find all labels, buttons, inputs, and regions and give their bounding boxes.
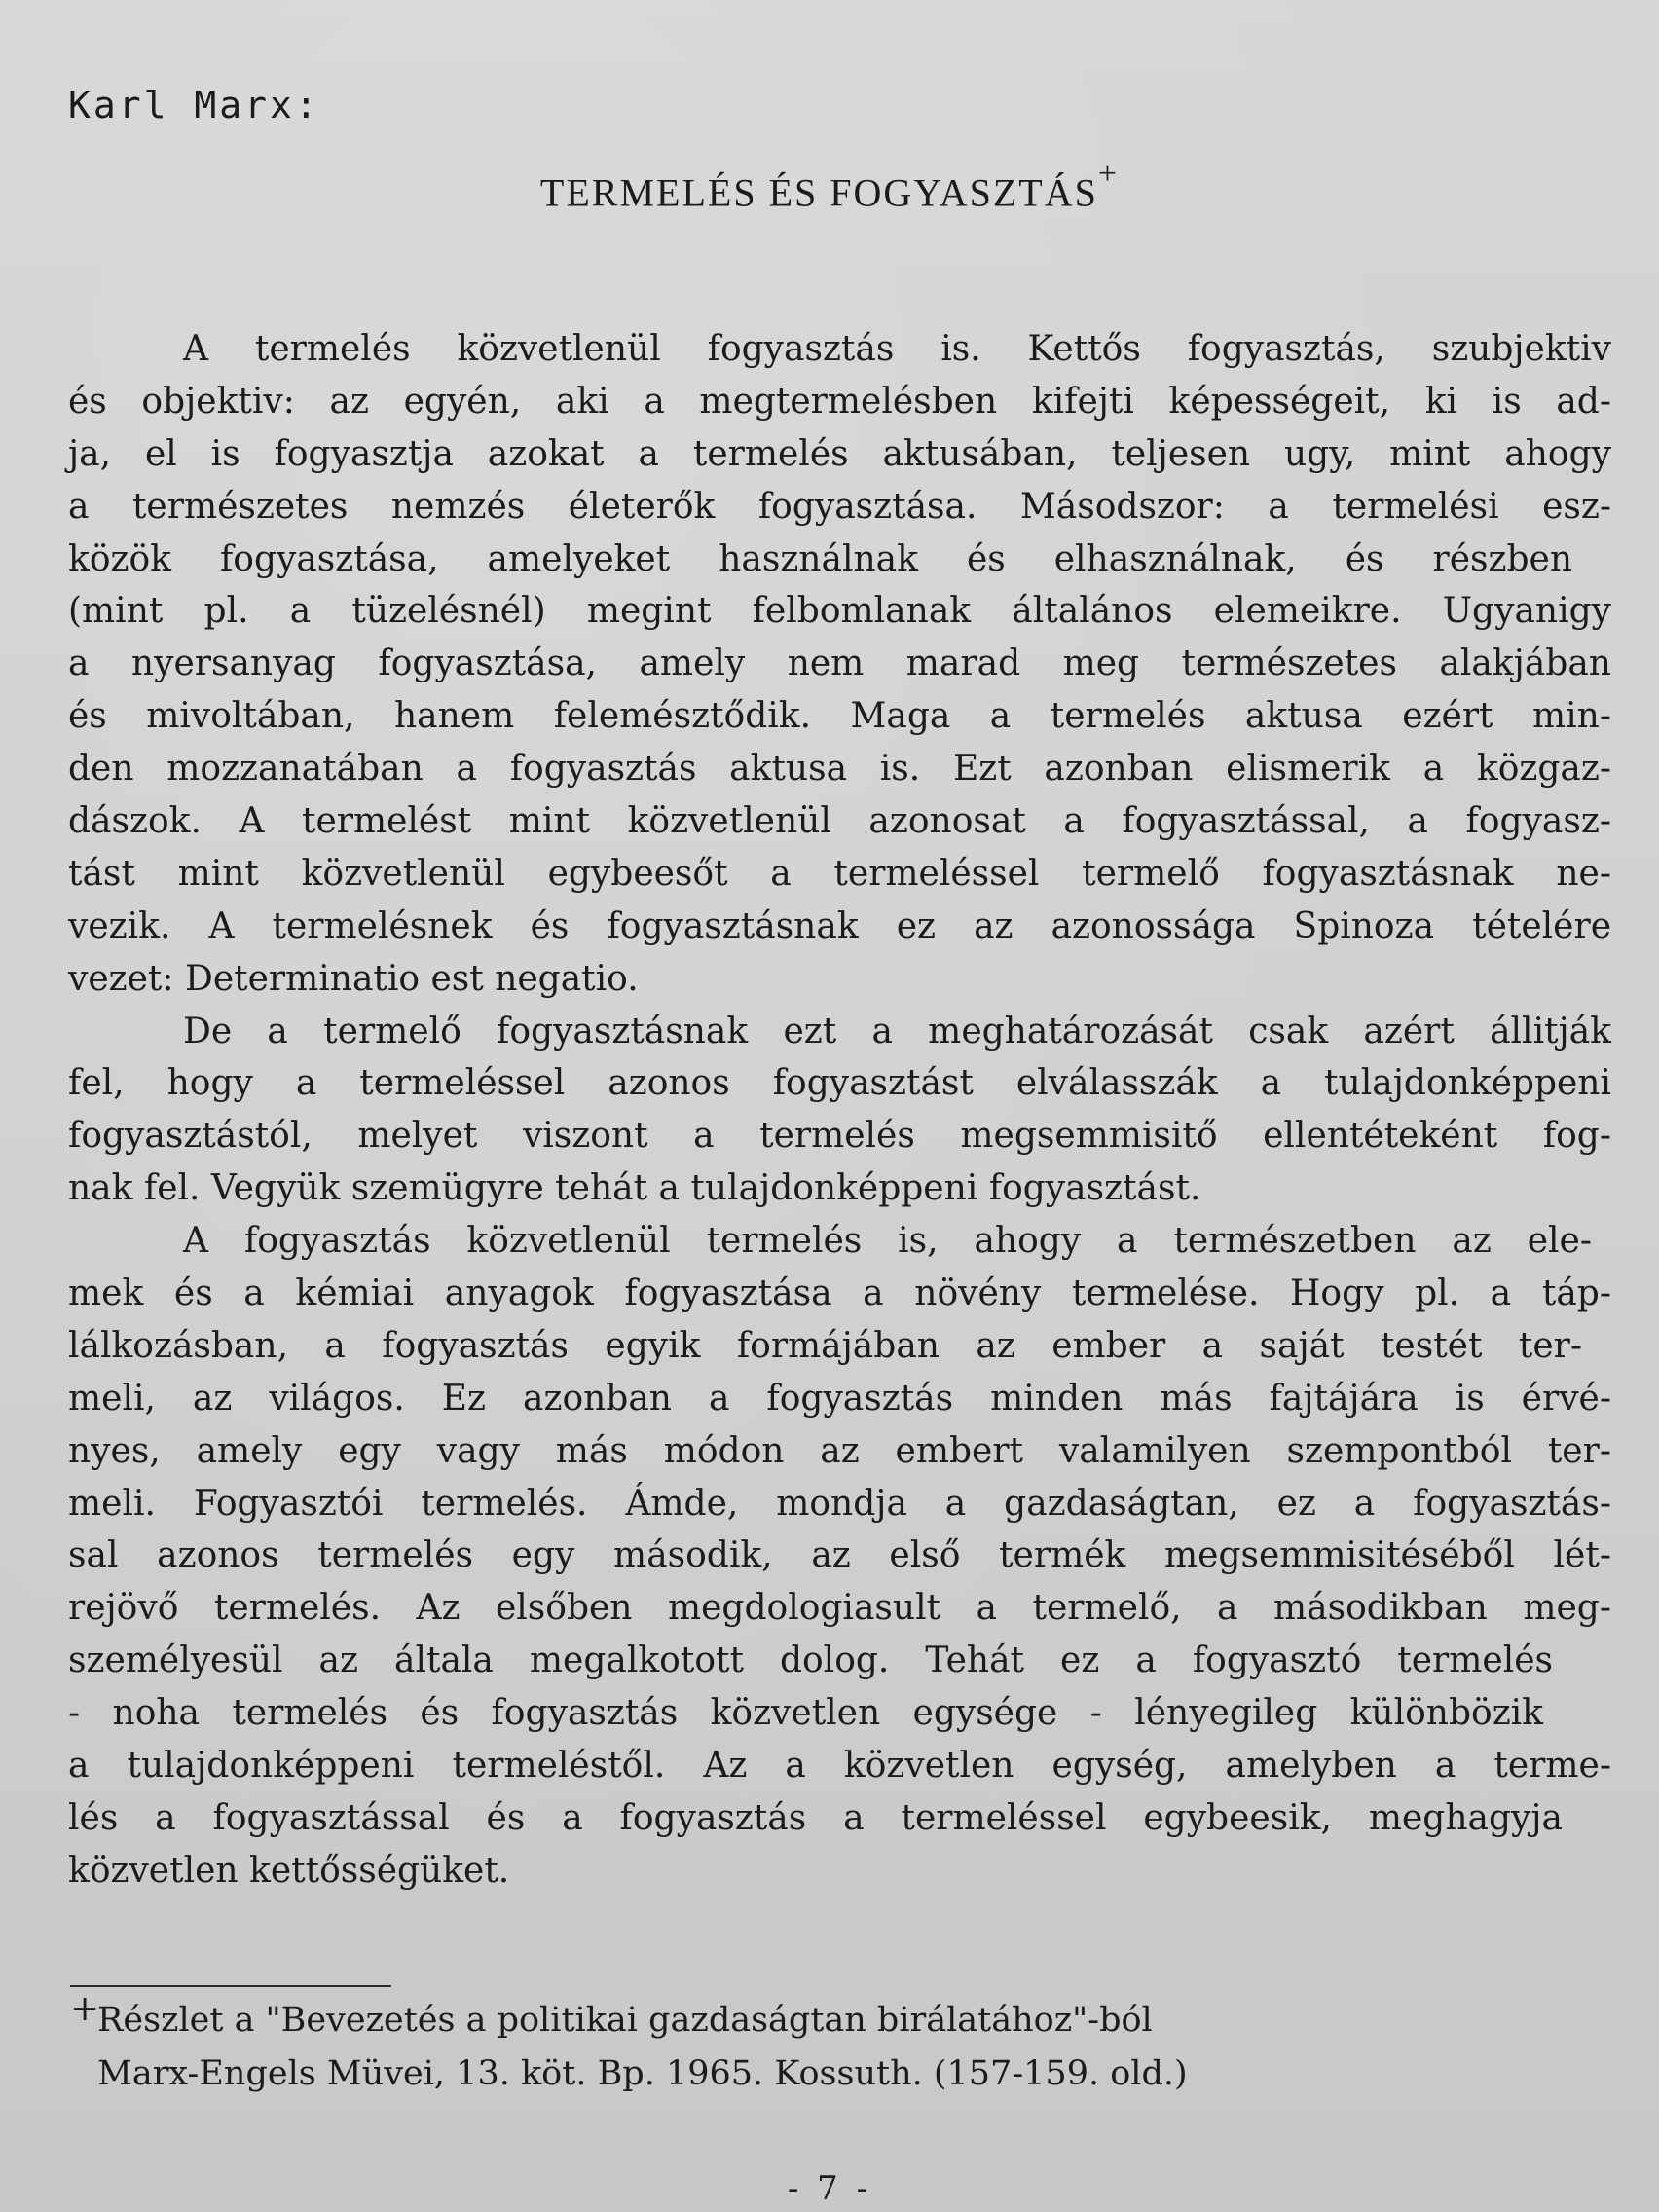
text-line: fel, hogy a termeléssel azonos fogyasztást elválasszák a tulajdonképpeni	[68, 1063, 1611, 1104]
text-line: meli. Fogyasztói termelés. Ámde, mondja a gazdaságtan, ez a fogyasztás-	[68, 1483, 1611, 1524]
text-line: és mivoltában, hanem felemésztődik. Maga a termelés aktusa ezért min-	[68, 696, 1611, 737]
text-line: személyesül az általa megalkotott dolog. Tehát ez a fogyasztó termelés	[68, 1641, 1553, 1681]
text-line: a természetes nemzés életerők fogyasztása. Másodszor: a termelési esz-	[68, 486, 1611, 527]
text-line: tást mint közvetlenül egybeesőt a termeléssel termelő fogyasztásnak ne-	[68, 853, 1611, 894]
title-text: TERMELÉS ÉS FOGYASZTÁS	[539, 170, 1098, 215]
body-text	[68, 323, 1611, 1898]
text-line: fogyasztástól, melyet viszont a termelés megsemmisitő ellentéteként fog-	[68, 1116, 1611, 1157]
text-line: dászok. A termelést mint közvetlenül azonosat a fogyasztással, a fogyasz-	[68, 801, 1611, 842]
footnote-divider	[70, 1985, 391, 1987]
text-line: rejövő termelés. Az elsőben megdologiasult a termelő, a másodikban meg-	[68, 1588, 1611, 1629]
text-line: nyes, amely egy vagy más módon az embert valamilyen szempontból ter-	[68, 1430, 1611, 1471]
text-line: meli, az világos. Ez azonban a fogyasztás minden más fajtájára is érvé-	[68, 1378, 1611, 1419]
text-line: lálkozásban, a fogyasztás egyik formájában az ember a saját testét ter-	[68, 1325, 1582, 1366]
page-title	[0, 156, 1659, 215]
text-line: A termelés közvetlenül fogyasztás is. Kettős fogyasztás, szubjektiv	[183, 329, 1611, 369]
text-line: vezik. A termelésnek és fogyasztásnak ez az azonossága Spinoza tételére	[68, 905, 1611, 946]
text-line: közök fogyasztása, amelyeket használnak és elhasználnak, és részben	[68, 538, 1572, 579]
text-line: mek és a kémiai anyagok fogyasztása a növény termelése. Hogy pl. a táp-	[68, 1273, 1611, 1314]
footnote-text: Részlet a "Bevezetés a politikai gazdaságtan birálatához"-ból	[97, 2001, 1153, 2040]
text-line: és objektiv: az egyén, aki a megtermelésben kifejti képességeit, ki is ad-	[68, 381, 1611, 422]
text-line: den mozzanatában a fogyasztás aktusa is. Ezt azonban elismerik a közgaz-	[68, 749, 1611, 790]
text-line: nak fel. Vegyük szemügyre tehát a tulajdonképpeni fogyasztást.	[68, 1168, 1201, 1209]
text-line: ja, el is fogyasztja azokat a termelés aktusában, teljesen ugy, mint ahogy	[68, 433, 1611, 474]
footnote-line	[70, 1989, 1530, 2047]
footnote-reference-mark: +	[1097, 156, 1120, 192]
text-line: sal azonos termelés egy második, az első termék megsemmisitéséből lét-	[68, 1535, 1611, 1576]
footnote	[70, 1989, 1530, 2101]
text-line: a nyersanyag fogyasztása, amely nem marad meg természetes alakjában	[68, 644, 1611, 684]
text-line: (mint pl. a tüzelésnél) megint felbomlanak általános elemeikre. Ugyanigy	[68, 591, 1611, 632]
text-line: - noha termelés és fogyasztás közvetlen egysége - lényegileg különbözik	[68, 1693, 1543, 1734]
text-line: lés a fogyasztással és a fogyasztás a termeléssel egybeesik, meghagyja	[68, 1797, 1563, 1838]
footnote-line: Marx-Engels Müvei, 13. köt. Bp. 1965. Kossuth. (157-159. old.)	[97, 2054, 1188, 2093]
author-name: Karl Marx:	[68, 84, 320, 127]
footnote-mark: +	[70, 1989, 100, 2029]
text-line: vezet: Determinatio est negatio.	[68, 958, 639, 999]
text-line: a tulajdonképpeni termeléstől. Az a közvetlen egység, amelyben a terme-	[68, 1746, 1611, 1787]
text-line: közvetlen kettősségüket.	[68, 1850, 510, 1891]
text-line: A fogyasztás közvetlenül termelés is, ahogy a természetben az ele-	[183, 1221, 1592, 1262]
text-line: De a termelő fogyasztásnak ezt a meghatározását csak azért állitják	[183, 1011, 1611, 1051]
page-number: - 7 -	[787, 2169, 872, 2208]
